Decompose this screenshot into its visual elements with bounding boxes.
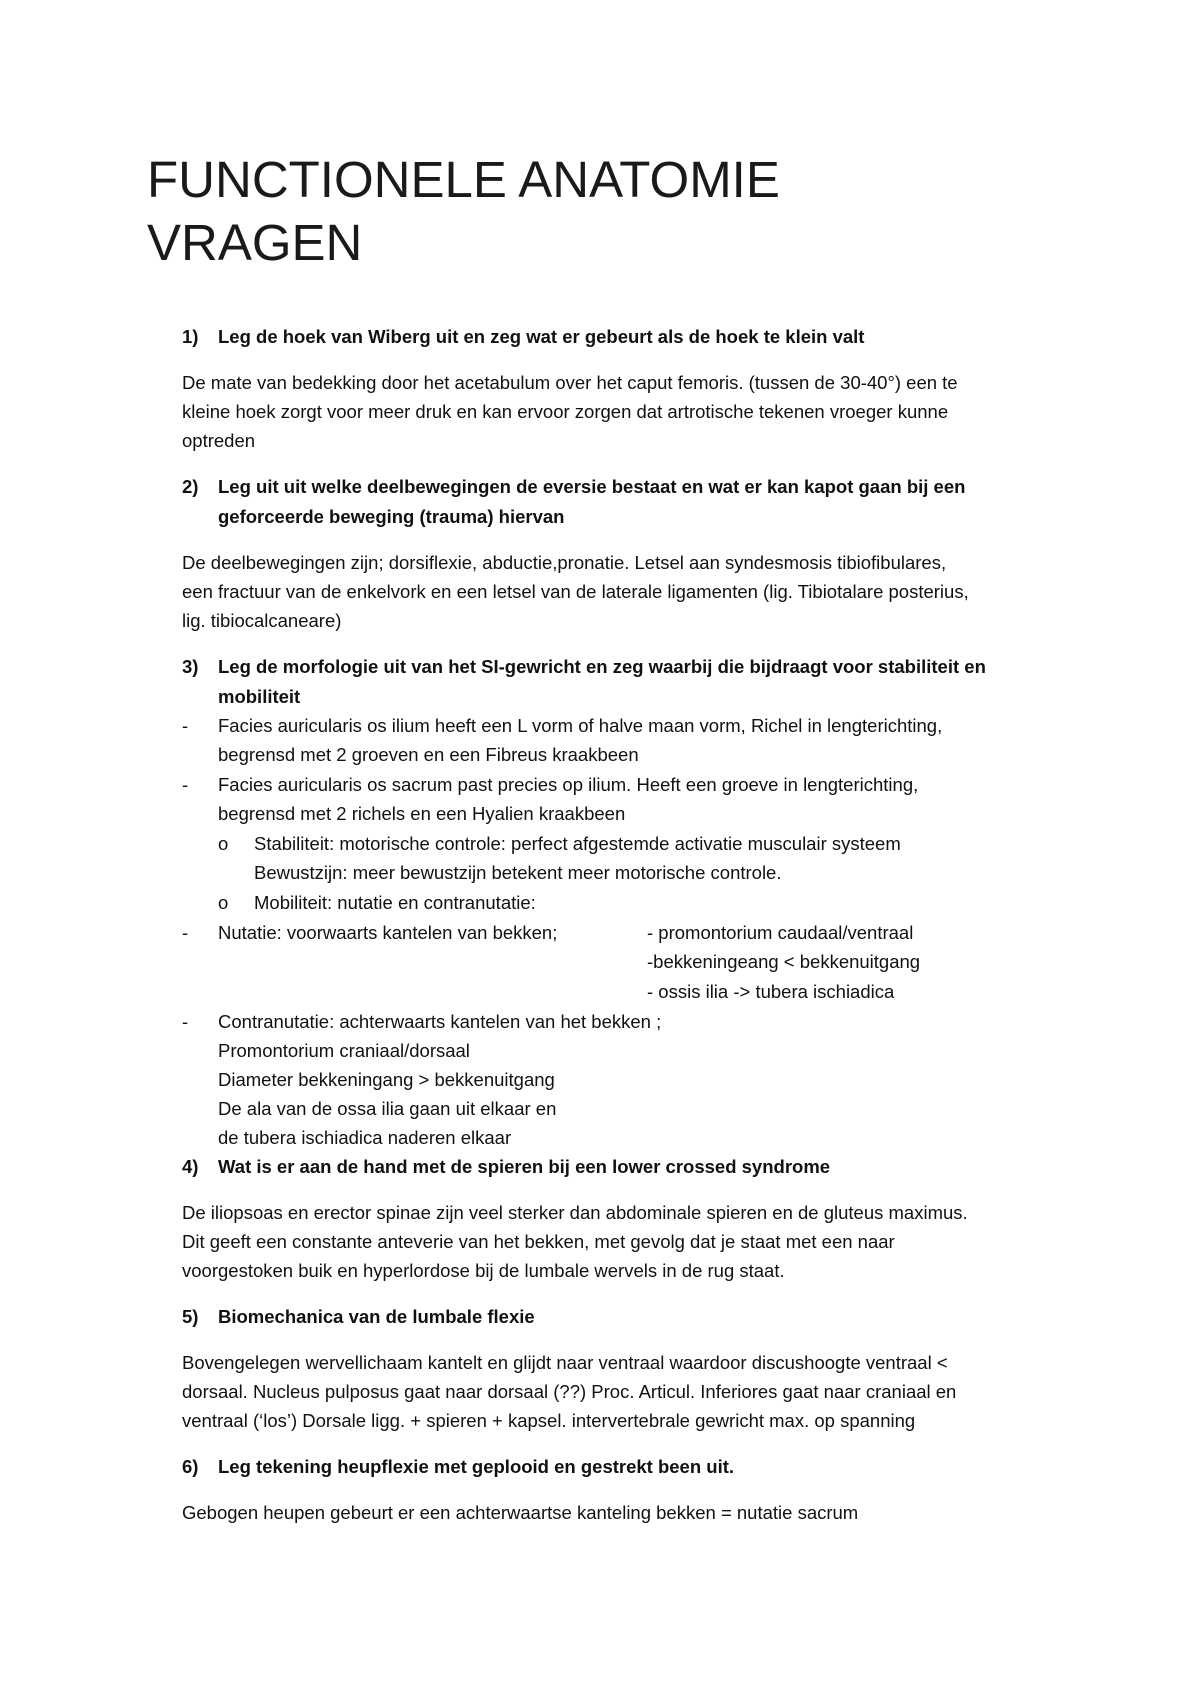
- circle-bullet: o: [218, 892, 229, 913]
- dash-bullet: -: [182, 774, 189, 795]
- list-item: Contranutatie: achterwaarts kantelen van het bekken ;: [218, 1011, 662, 1032]
- circle-bullet: o: [218, 833, 229, 854]
- list-item: Facies auricularis os sacrum past precies op ilium. Heeft een groeve in lengterichting,: [218, 774, 919, 795]
- dash-bullet: -: [182, 715, 189, 736]
- sub-list-item: Stabiliteit: motorische controle: perfect afgestemde activatie musculair systeem: [254, 833, 901, 854]
- question-text: Biomechanica van de lumbale flexie: [218, 1306, 535, 1327]
- title-line-1: FUNCTIONELE ANATOMIE: [147, 151, 780, 208]
- list-item: Facies auricularis os ilium heeft een L vorm of halve maan vorm, Richel in lengterichting,: [218, 715, 943, 736]
- sub-list-item-continued: Bewustzijn: meer bewustzijn betekent meer motorische controle.: [254, 862, 782, 883]
- title-line-2: VRAGEN: [147, 214, 363, 271]
- answer-line: Dit geeft een constante anteverie van het bekken, met gevolg dat je staat met een naar: [182, 1231, 895, 1252]
- list-item-continued: begrensd met 2 groeven en een Fibreus kraakbeen: [218, 744, 639, 765]
- answer-line: optreden: [182, 430, 256, 451]
- list-item-detail: -bekkeningeang < bekkenuitgang: [647, 951, 921, 972]
- dash-bullet: -: [182, 1011, 189, 1032]
- list-item-continued: de tubera ischiadica naderen elkaar: [218, 1127, 512, 1148]
- question-text: mobiliteit: [218, 686, 301, 707]
- answer-line: De iliopsoas en erector spinae zijn veel sterker dan abdominale spieren en de gluteus maximus.: [182, 1202, 968, 1223]
- list-item: Nutatie: voorwaarts kantelen van bekken;: [218, 922, 558, 943]
- question-number: 1): [182, 326, 199, 347]
- answer-line: lig. tibiocalcaneare): [182, 610, 342, 631]
- question-number: 2): [182, 476, 199, 497]
- list-item-continued: Diameter bekkeningang > bekkenuitgang: [218, 1069, 555, 1090]
- list-item-continued: begrensd met 2 richels en een Hyalien kraakbeen: [218, 803, 626, 824]
- answer-line: Gebogen heupen gebeurt er een achterwaartse kanteling bekken = nutatie sacrum: [182, 1502, 859, 1523]
- list-item-detail: - ossis ilia -> tubera ischiadica: [647, 981, 895, 1002]
- answer-line: dorsaal. Nucleus pulposus gaat naar dorsaal (??) Proc. Articul. Inferiores gaat naar craniaal en: [182, 1381, 957, 1402]
- question-text: Leg tekening heupflexie met geplooid en gestrekt been uit.: [218, 1456, 735, 1477]
- question-number: 3): [182, 656, 199, 677]
- answer-line: een fractuur van de enkelvork en een letsel van de laterale ligamenten (lig. Tibiotalare posterius,: [182, 581, 969, 602]
- list-item-detail: - promontorium caudaal/ventraal: [647, 922, 914, 943]
- list-item-continued: Promontorium craniaal/dorsaal: [218, 1040, 470, 1061]
- question-text: geforceerde beweging (trauma) hiervan: [218, 506, 565, 527]
- dash-bullet: -: [182, 922, 189, 943]
- list-item-continued: De ala van de ossa ilia gaan uit elkaar en: [218, 1098, 557, 1119]
- answer-line: ventraal (‘los’) Dorsale ligg. + spieren + kapsel. intervertebrale gewricht max. op spanning: [182, 1410, 916, 1431]
- answer-line: voorgestoken buik en hyperlordose bij de lumbale wervels in de rug staat.: [182, 1260, 785, 1281]
- answer-line: De deelbewegingen zijn; dorsiflexie, abductie,pronatie. Letsel aan syndesmosis tibiofibulares,: [182, 552, 947, 573]
- answer-line: De mate van bedekking door het acetabulum over het caput femoris. (tussen de 30-40°) een te: [182, 372, 958, 393]
- document-title: [147, 148, 1047, 274]
- question-number: 6): [182, 1456, 199, 1477]
- question-text: Leg uit uit welke deelbewegingen de eversie bestaat en wat er kan kapot gaan bij een: [218, 476, 966, 497]
- question-text: Leg de morfologie uit van het SI-gewricht en zeg waarbij die bijdraagt voor stabiliteit en: [218, 656, 986, 677]
- question-text: Leg de hoek van Wiberg uit en zeg wat er gebeurt als de hoek te klein valt: [218, 326, 865, 347]
- question-number: 5): [182, 1306, 199, 1327]
- sub-list-item: Mobiliteit: nutatie en contranutatie:: [254, 892, 536, 913]
- answer-line: kleine hoek zorgt voor meer druk en kan ervoor zorgen dat artrotische tekenen vroeger kunne: [182, 401, 949, 422]
- question-number: 4): [182, 1156, 199, 1177]
- question-text: Wat is er aan de hand met de spieren bij een lower crossed syndrome: [218, 1156, 831, 1177]
- answer-line: Bovengelegen wervellichaam kantelt en glijdt naar ventraal waardoor discushoogte ventraal <: [182, 1352, 948, 1373]
